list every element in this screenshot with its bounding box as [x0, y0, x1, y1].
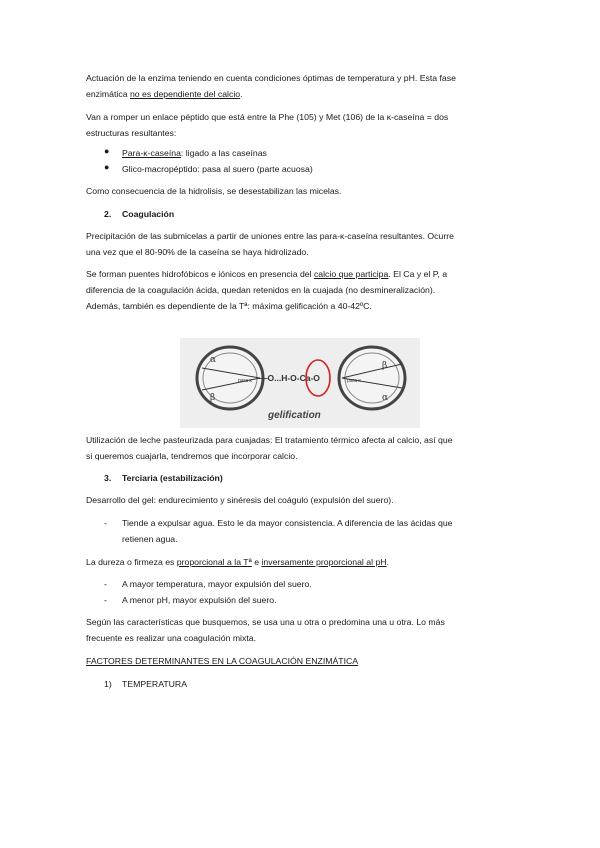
p8-pre: La dureza o firmeza es: [86, 557, 177, 567]
left-alpha: α: [210, 355, 217, 365]
bullet-1-rest: : ligado a las caseínas: [180, 148, 267, 158]
p1-line2: [86, 86, 516, 102]
heading-3-number: 3.: [104, 473, 112, 483]
p1-underlined: no es dependiente del calcio: [129, 89, 241, 99]
p5-line1-pre: Se forman puentes hidrofóbicos e iónicos en presencia del: [86, 269, 314, 279]
p2-line1: Van a romper un enlace péptido que está entre la Phe (105) y Met (106) de la κ-caseína = dos: [86, 112, 449, 122]
p1-line2-pre: enzimática: [86, 89, 130, 99]
figure-caption: gelification: [268, 410, 321, 421]
dash-1-line2: retienen agua.: [122, 534, 178, 544]
p4-line1: Precipitación de las submicelas a partir de uniones entre las para-κ-caseína resultantes. Ocurre: [86, 231, 454, 241]
p6-line2: si queremos cuajarla, tendremos que incorporar calcio.: [86, 451, 298, 461]
p8-underlined-1: proporcional a la Tª: [176, 557, 252, 567]
p2-line2: estructuras resultantes:: [86, 128, 177, 138]
left-kappa: para κ: [238, 378, 252, 384]
left-micelle: [197, 347, 263, 409]
p4-line2: una vez que el 80-90% de la caseína se haya hidrolizado.: [86, 247, 309, 257]
item-1-number: 1): [104, 679, 112, 689]
p8-post: .: [386, 557, 389, 567]
right-beta: β: [382, 361, 388, 371]
heading-2-number: 2.: [104, 209, 112, 219]
dash-symbol: -: [104, 579, 107, 589]
p3: Como consecuencia de la hidrolisis, se desestabilizan las micelas.: [86, 186, 342, 196]
bullet-dot: ●: [104, 162, 110, 172]
p8: [86, 554, 516, 570]
p5-line3: Además, también es dependiente de la Tª: máxima gelificación a 40-42ºC.: [86, 301, 372, 311]
bullet-1: [122, 145, 552, 161]
dash-2-item: A mayor temperatura, mayor expulsión del suero.: [122, 579, 312, 589]
p8-underlined-2: inversamente proporcional al pH: [261, 557, 387, 567]
section-title: FACTORES DETERMINANTES EN LA COAGULACIÓN ENZIMÁTICA: [86, 656, 359, 666]
dash-symbol: -: [104, 518, 107, 528]
bullet-2: Glico-macropéptido: pasa al suero (parte acuosa): [122, 164, 313, 174]
gelification-figure: [180, 338, 420, 428]
p5-line1-post: . El Ca y el P, a: [388, 269, 448, 279]
p8-mid: e: [251, 557, 262, 567]
p5-underlined: calcio que participa: [313, 269, 389, 279]
heading-2-title: Coagulación: [122, 209, 175, 219]
p9-line2: frecuente es realizar una coagulación mixta.: [86, 633, 256, 643]
bond-chain: —O...H-O-Ca-O: [259, 373, 320, 383]
p5-line1: [86, 266, 516, 282]
left-beta: β: [210, 393, 216, 403]
right-kappa: para κ: [347, 378, 361, 384]
dash-3-item: A menor pH, mayor expulsión del suero.: [122, 595, 277, 605]
p1-line2-post: .: [240, 89, 243, 99]
p9-line1: Según las características que busquemos, se usa una u otra o predomina una u otra. Lo más: [86, 617, 445, 627]
p5-line2: diferencia de la coagulación ácida, quedan retenidos en la cuajada (no desmineralización).: [86, 285, 436, 295]
bullet-dot: ●: [104, 146, 110, 156]
dash-1-line1: Tiende a expulsar agua. Esto le da mayor consistencia. A diferencia de las ácidas que: [122, 518, 453, 528]
right-alpha: α: [382, 393, 389, 403]
p1-line1: Actuación de la enzima teniendo en cuenta condiciones óptimas de temperatura y pH. Esta fase: [86, 73, 456, 83]
p7: Desarrollo del gel: endurecimiento y sinéresis del coágulo (expulsión del suero).: [86, 495, 394, 505]
bullet-1-term: Para-κ-caseína: [122, 148, 181, 158]
item-1-title: TEMPERATURA: [122, 679, 187, 689]
dash-symbol: -: [104, 595, 107, 605]
heading-3-title: Terciaria (estabilización): [122, 473, 223, 483]
p6-line1: Utilización de leche pasteurizada para cuajadas: El tratamiento térmico afecta al calcio, así que: [86, 435, 453, 445]
